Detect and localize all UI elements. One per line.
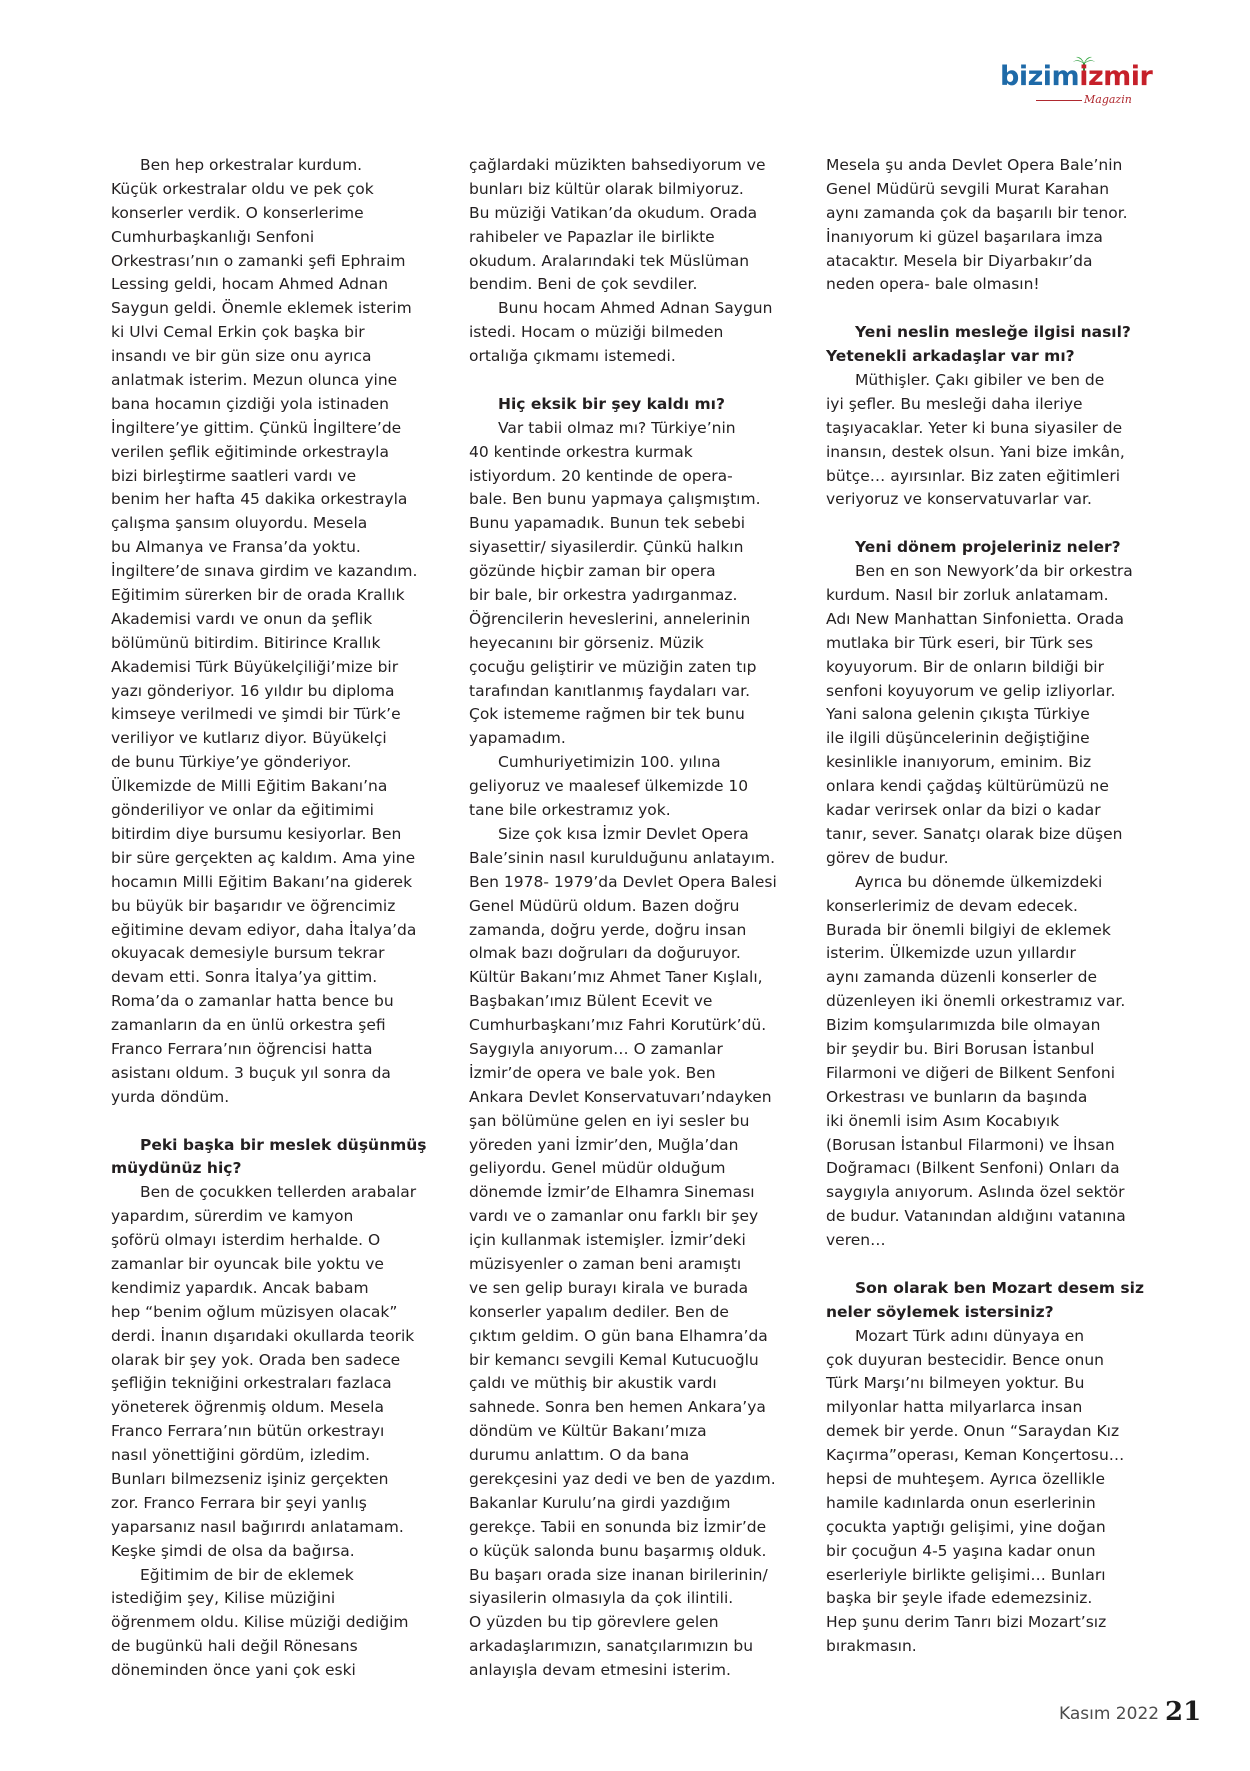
text-line: Franco Ferrara’nın bütün orkestrayı: [111, 1422, 385, 1441]
text-line: inansın, destek olsun. Yani bize imkân,: [826, 442, 1125, 461]
text-line: bırakmasın.: [826, 1637, 917, 1656]
text-line: hamile kadınlarda onun eserlerinin: [826, 1493, 1096, 1512]
text-line: siyasilerin olmasıyla da çok ilintili.: [469, 1589, 734, 1608]
text-line: Küçük orkestralar oldu ve pek çok: [111, 179, 374, 198]
text-line: o küçük salonda bunu başarmış olduk.: [469, 1541, 767, 1560]
text-line: onlara kendi çağdaş kültürümüzü ne: [826, 777, 1109, 796]
text-line: Var tabii olmaz mı? Türkiye’nin: [498, 418, 736, 437]
text-line: konserler verdik. O konserlerime: [111, 203, 364, 222]
text-line: eserleriyle birlikte gelişimi… Bunları: [826, 1565, 1106, 1584]
brand-logo: [1000, 62, 1158, 112]
text-line: koyuyorum. Bir de onların bildiği bir: [826, 657, 1104, 676]
text-line: Ben 1978- 1979’da Devlet Opera Balesi: [469, 872, 777, 891]
text-line: bu Almanya ve Fransa’da yoktu.: [111, 538, 361, 557]
text-line: tanır, sever. Sanatçı olarak bize düşen: [826, 824, 1123, 843]
text-line: (Borusan İstanbul Filarmoni) ve İhsan: [826, 1135, 1115, 1154]
text-line: istiyordum. 20 kentinde de opera-: [469, 466, 733, 485]
text-line: çağlardaki müzikten bahsediyorum ve: [469, 156, 766, 174]
text-line: insandı ve bir gün size onu ayrıca: [111, 347, 372, 366]
text-line: şefliğin tekniğini orkestraları fazlaca: [111, 1374, 392, 1393]
text-line: Ayrıca bu dönemde ülkemizdeki: [855, 872, 1103, 891]
text-line: için kullanmak istemişler. İzmir’deki: [469, 1231, 746, 1250]
text-line: rahibeler ve Papazlar ile birlikte: [469, 227, 715, 246]
text-line: kesinlikle inanıyorum, eminim. Biz: [826, 753, 1092, 772]
text-line: aynı zamanda düzenli konserler de: [826, 968, 1097, 987]
text-line: gerekçe. Tabii en sonunda biz İzmir’de: [469, 1517, 767, 1536]
question-heading-line: Hiç eksik bir şey kaldı mı?: [498, 394, 725, 413]
text-line: kendimiz yapardık. Ancak babam: [111, 1278, 369, 1297]
text-line: kadar verirsek onlar da bizi o kadar: [826, 801, 1101, 820]
article-column-3: [826, 154, 1156, 1659]
text-line: çok duyuran bestecidir. Bence onun: [826, 1350, 1104, 1369]
text-line: bitirdim diye bursumu kesiyorlar. Ben: [111, 824, 402, 843]
text-line: İngiltere’ye gittim. Çünkü İngiltere’de: [111, 418, 402, 437]
text-line: Bizim komşularımızda bile olmayan: [826, 1016, 1101, 1035]
text-line: asistanı oldum. 3 buçuk yıl sonra da: [111, 1063, 391, 1082]
text-line: yapamadım.: [469, 729, 566, 748]
paragraph-gap: [826, 297, 1156, 321]
text-line: heyecanını bir görseniz. Müzik: [469, 633, 704, 652]
brand-name: [1000, 62, 1152, 92]
text-line: de bunu Türkiye’ye gönderiyor.: [111, 753, 352, 772]
text-line: okudum. Aralarındaki tek Müslüman: [469, 251, 750, 270]
text-line: Öğrencilerin heveslerini, annelerinin: [469, 609, 751, 628]
text-line: bölümünü bitirdim. Bitirince Krallık: [111, 633, 381, 652]
text-line: senfoni koyuyorum ve gelip izliyorlar.: [826, 681, 1116, 700]
text-line: şoförü olmayı isterdim herhalde. O: [111, 1231, 381, 1250]
text-line: iyi şefler. Bu mesleği daha ileriye: [826, 394, 1083, 413]
text-line: bir süre gerçekten aç kaldım. Ama yine: [111, 848, 416, 867]
text-line: düzenleyen iki önemli orkestramız var.: [826, 992, 1126, 1011]
brand-subtitle: Magazin: [1084, 93, 1132, 106]
text-line: Orkestrası ve bunların da başında: [826, 1087, 1088, 1106]
text-line: yapardım, sürerdim ve kamyon: [111, 1207, 354, 1226]
text-line: Bakanlar Kurulu’na girdi yazdığım: [469, 1493, 731, 1512]
text-line: de budur. Vatanından aldığını vatanına: [826, 1207, 1126, 1226]
text-line: Cumhurbaşkanı’mız Fahri Korutürk’dü.: [469, 1016, 767, 1035]
text-line: Yani salona gelenin çıkışta Türkiye: [826, 705, 1090, 724]
text-line: Burada bir önemli bilgiyi de eklemek: [826, 920, 1111, 939]
text-line: Mozart Türk adını dünyaya en: [855, 1326, 1085, 1345]
text-line: Bu başarı orada size inanan birilerinin/: [469, 1565, 768, 1584]
text-line: O yüzden bu tip görevlere gelen: [469, 1613, 719, 1632]
brand-underline: [1036, 100, 1082, 101]
text-line: tarafından kanıtlanmış faydaları var.: [469, 681, 750, 700]
text-line: vardı ve o zamanlar onu farklı bir şey: [469, 1207, 759, 1226]
text-line: Adı New Manhattan Sinfonietta. Orada: [826, 609, 1125, 628]
text-line: 40 kentinde orkestra kurmak: [469, 442, 693, 461]
text-line: Akademisi Türk Büyükelçiliği’mize bir: [111, 657, 399, 676]
text-line: İnanıyorum ki güzel başarılara imza: [826, 227, 1103, 246]
text-line: hep “benim oğlum müzisyen olacak”: [111, 1302, 398, 1321]
text-line: görev de budur.: [826, 848, 949, 867]
question-heading-line: Son olarak ben Mozart desem siz: [855, 1278, 1144, 1297]
text-line: benim her hafta 45 dakika orkestrayla: [111, 490, 408, 509]
text-line: sahnede. Sonra ben hemen Ankara’ya: [469, 1398, 766, 1417]
text-line: Keşke şimdi de olsa da bağırsa.: [111, 1541, 355, 1560]
paragraph-gap: [826, 1253, 1156, 1277]
text-line: Ankara Devlet Konservatuvarı’ndayken: [469, 1087, 772, 1106]
text-line: bir çocuğun 4-5 yaşına kadar onun: [826, 1541, 1096, 1560]
text-line: Akademisi vardı ve onun da şeflik: [111, 609, 373, 628]
text-line: anlatmak isterim. Mezun olunca yine: [111, 371, 398, 390]
text-line: veriyoruz ve konservatuvarlar var.: [826, 490, 1092, 509]
question-heading-line: Yetenekli arkadaşlar var mı?: [826, 347, 1075, 366]
text-line: döndüm ve Kültür Bakanı’mıza: [469, 1422, 707, 1441]
text-line: ortalığa çıkmamı istemedi.: [469, 347, 676, 366]
text-line: atacaktır. Mesela bir Diyarbakır’da: [826, 251, 1093, 270]
text-line: gönderiliyor ve onlar da eğitimimi: [111, 801, 374, 820]
text-line: konserler yapalım dediler. Ben de: [469, 1302, 729, 1321]
text-line: Mesela şu anda Devlet Opera Bale’nin: [826, 156, 1123, 174]
text-line: İzmir’de opera ve bale yok. Ben: [469, 1063, 716, 1082]
text-line: zamanda, doğru yerde, doğru insan: [469, 920, 747, 939]
text-line: geliyordu. Genel müdür olduğum: [469, 1159, 726, 1178]
text-line: devam etti. Sonra İtalya’ya gittim.: [111, 968, 378, 987]
text-line: Türk Marşı’nı bilmeyen yoktur. Bu: [826, 1374, 1085, 1393]
text-line: durumu anlattım. O da bana: [469, 1446, 690, 1465]
text-line: İngiltere’de sınava girdim ve kazandım.: [111, 562, 418, 581]
paragraph-gap: [826, 512, 1156, 536]
text-line: çaldı ve müthiş bir akustik vardı: [469, 1374, 717, 1393]
text-line: bu büyük bir başarıdır ve öğrencimiz: [111, 896, 396, 915]
text-line: Müthişler. Çakı gibiler ve ben de: [855, 371, 1105, 390]
text-line: bizi birleştirme saatleri vardı ve: [111, 466, 357, 485]
text-line: bana hocamın çizdiği yola istinaden: [111, 394, 389, 413]
text-line: bir şeydir bu. Biri Borusan İstanbul: [826, 1039, 1095, 1058]
text-line: de bugünkü hali değil Rönesans: [111, 1637, 358, 1656]
text-line: anlayışla devam etmesini isterim.: [469, 1661, 731, 1680]
text-line: Lessing geldi, hocam Ahmed Adnan: [111, 275, 389, 294]
text-line: Ben de çocukken tellerden arabalar: [140, 1183, 417, 1202]
text-line: zamanların da en ünlü orkestra şefi: [111, 1016, 386, 1035]
text-line: Size çok kısa İzmir Devlet Opera: [498, 824, 749, 843]
text-line: gerekçesini yaz dedi ve ben de yazdım.: [469, 1469, 776, 1488]
text-line: Cumhurbaşkanlığı Senfoni: [111, 227, 315, 246]
text-line: Bunu yapamadık. Bunun tek sebebi: [469, 514, 746, 533]
text-line: Genel Müdürü sevgili Murat Karahan: [826, 179, 1110, 198]
question-heading-line: Yeni neslin mesleğe ilgisi nasıl?: [855, 323, 1131, 342]
text-line: dönemde İzmir’de Elhamra Sineması: [469, 1183, 755, 1202]
text-line: Bunları bilmezseniz işiniz gerçekten: [111, 1469, 389, 1488]
text-line: bütçe… ayırsınlar. Biz zaten eğitimleri: [826, 466, 1121, 485]
text-line: veriliyor ve kutlarız diyor. Büyükelçi: [111, 729, 387, 748]
text-line: Ülkemizde de Milli Eğitim Bakanı’na: [111, 777, 388, 796]
text-line: bendim. Beni de çok sevdiler.: [469, 275, 698, 294]
text-line: siyasettir/ siyasilerdir. Çünkü halkın: [469, 538, 744, 557]
text-line: Kaçırma”operası, Keman Konçertosu…: [826, 1446, 1125, 1465]
text-line: Saygıyla anıyorum… O zamanlar: [469, 1039, 723, 1058]
text-line: çocuğu geliştirir ve müziğin zaten tıp: [469, 657, 757, 676]
text-line: Doğramacı (Bilkent Senfoni) Onları da: [826, 1159, 1120, 1178]
text-line: geliyoruz ve maalesef ülkemizde 10: [469, 777, 749, 796]
text-line: Roma’da o zamanlar hatta bence bu: [111, 992, 394, 1011]
text-line: Eğitimim de bir de eklemek: [140, 1565, 354, 1584]
text-line: Bu müziği Vatikan’da okudum. Orada: [469, 203, 758, 222]
text-line: Saygun geldi. Önemle eklemek isterim: [111, 299, 412, 318]
text-line: verilen şeflik eğitiminde orkestrayla: [111, 442, 389, 461]
text-line: Orkestrası’nın o zamanki şefi Ephraim: [111, 251, 406, 270]
text-line: ile ilgili düşüncelerinin değiştiğine: [826, 729, 1090, 748]
article-column-1: [111, 154, 441, 1683]
text-line: ki Ulvi Cemal Erkin çok başka bir: [111, 323, 365, 342]
text-line: konserlerimiz de devam edecek.: [826, 896, 1078, 915]
text-line: Kültür Bakanı’mız Ahmet Taner Kışlalı,: [469, 968, 763, 987]
text-line: Ben hep orkestralar kurdum.: [140, 156, 363, 174]
text-line: zamanlar bir oyuncak bile yoktu ve: [111, 1254, 384, 1273]
text-line: ve sen gelip burayı kirala ve burada: [469, 1278, 749, 1297]
text-line: öğrenmem oldu. Kilise müziği dediğim: [111, 1613, 409, 1632]
text-line: döneminden önce yani çok eski: [111, 1661, 356, 1680]
text-line: zor. Franco Ferrara bir şeyi yanlış: [111, 1493, 367, 1512]
question-heading-line: müydünüz hiç?: [111, 1159, 242, 1178]
text-line: yöreden yani İzmir’den, Muğla’dan: [469, 1135, 739, 1154]
text-line: Hep şunu derim Tanrı bizi Mozart’sız: [826, 1613, 1107, 1632]
text-line: Eğitimim sürerken bir de orada Krallık: [111, 586, 405, 605]
text-line: Filarmoni ve diğeri de Bilkent Senfoni: [826, 1063, 1116, 1082]
text-line: çalışma şansım oluyordu. Mesela: [111, 514, 368, 533]
text-line: bunları biz kültür olarak bilmiyoruz.: [469, 179, 744, 198]
text-line: veren…: [826, 1231, 886, 1250]
text-line: demek bir yerde. Onun “Saraydan Kız: [826, 1422, 1120, 1441]
text-line: milyonlar hatta milyarlarca insan: [826, 1398, 1083, 1417]
text-line: mutlaka bir Türk eseri, bir Türk ses: [826, 633, 1094, 652]
text-line: Franco Ferrara’nın öğrencisi hatta: [111, 1039, 373, 1058]
text-line: olmak bazı doğruları da doğuruyor.: [469, 944, 741, 963]
text-line: Çok istememe rağmen bir tek bunu: [469, 705, 745, 724]
page-number: 21: [1165, 1697, 1202, 1727]
text-line: aynı zamanda çok da başarılı bir tenor.: [826, 203, 1128, 222]
question-heading-line: Peki başka bir meslek düşünmüş: [140, 1135, 427, 1154]
text-line: nasıl yönettiğini gördüm, izledim.: [111, 1446, 371, 1465]
text-line: Bale’sinin nasıl kurulduğunu anlatayım.: [469, 848, 776, 867]
text-line: Bunu hocam Ahmed Adnan Saygun: [498, 299, 773, 318]
text-line: istedi. Hocam o müziği bilmeden: [469, 323, 724, 342]
question-heading-line: Yeni dönem projeleriniz neler?: [855, 538, 1121, 557]
text-line: tane bile orkestramız yok.: [469, 801, 671, 820]
text-line: Başbakan’ımız Bülent Ecevit ve: [469, 992, 713, 1011]
text-line: kurdum. Nasıl bir zorluk anlatamam.: [826, 586, 1109, 605]
paragraph-gap: [111, 1110, 441, 1134]
text-line: hepsi de muhteşem. Ayrıca özellikle: [826, 1469, 1105, 1488]
text-line: iki önemli isim Asım Kocabıyık: [826, 1111, 1060, 1130]
text-line: gözünde hiçbir zaman bir opera: [469, 562, 716, 581]
text-line: yazı gönderiyor. 16 yıldır bu diploma: [111, 681, 395, 700]
text-line: şan bölümüne gelen en iyi sesler bu: [469, 1111, 750, 1130]
text-line: arkadaşlarımızın, sanatçılarımızın bu: [469, 1637, 754, 1656]
issue-date: Kasım 2022: [1059, 1704, 1160, 1724]
paragraph-gap: [469, 369, 799, 393]
text-line: bir bale, bir orkestra yadırganmaz.: [469, 586, 738, 605]
text-line: çocukta yaptığı gelişimi, yine doğan: [826, 1517, 1106, 1536]
text-line: yöneterek öğrenmiş oldum. Mesela: [111, 1398, 384, 1417]
text-line: Cumhuriyetimizin 100. yılına: [498, 753, 721, 772]
text-line: olarak bir şey yok. Orada ben sadece: [111, 1350, 401, 1369]
article-column-2: [469, 154, 799, 1683]
text-line: çıktım geldim. O gün bana Elhamra’da: [469, 1326, 768, 1345]
brand-name-part2: izmir: [1079, 61, 1153, 92]
text-line: başka bir şeyle ifade edemezsiniz.: [826, 1589, 1093, 1608]
text-line: bale. Ben bunu yapmaya çalışmıştım.: [469, 490, 761, 509]
text-line: yurda döndüm.: [111, 1087, 230, 1106]
text-line: Ben en son Newyork’da bir orkestra: [855, 562, 1133, 581]
text-line: istediğim şey, Kilise müziğini: [111, 1589, 336, 1608]
brand-name-part1: bizim: [1000, 61, 1080, 92]
text-line: okuyacak demesiyle bursum tekrar: [111, 944, 385, 963]
text-line: eğitimine devam ediyor, daha İtalya’da: [111, 920, 417, 939]
question-heading-line: neler söylemek istersiniz?: [826, 1302, 1054, 1321]
text-line: neden opera- bale olmasın!: [826, 275, 1040, 294]
text-line: kimseye verilmedi ve şimdi bir Türk’e: [111, 705, 401, 724]
text-line: taşıyacaklar. Yeter ki buna siyasiler de: [826, 418, 1123, 437]
text-line: yaparsanız nasıl bağırırdı anlatamam.: [111, 1517, 404, 1536]
text-line: bir kemancı sevgili Kemal Kutucuoğlu: [469, 1350, 759, 1369]
text-line: Genel Müdürü oldum. Bazen doğru: [469, 896, 740, 915]
text-line: isterim. Ülkemizde uzun yıllardır: [826, 944, 1076, 963]
text-line: saygıyla anıyorum. Aslında özel sektör: [826, 1183, 1125, 1202]
text-line: müzisyenler o zaman beni aramıştı: [469, 1254, 742, 1273]
text-line: derdi. İnanın dışarıdaki okullarda teorik: [111, 1326, 415, 1345]
text-line: hocamın Milli Eğitim Bakanı’na giderek: [111, 872, 413, 891]
